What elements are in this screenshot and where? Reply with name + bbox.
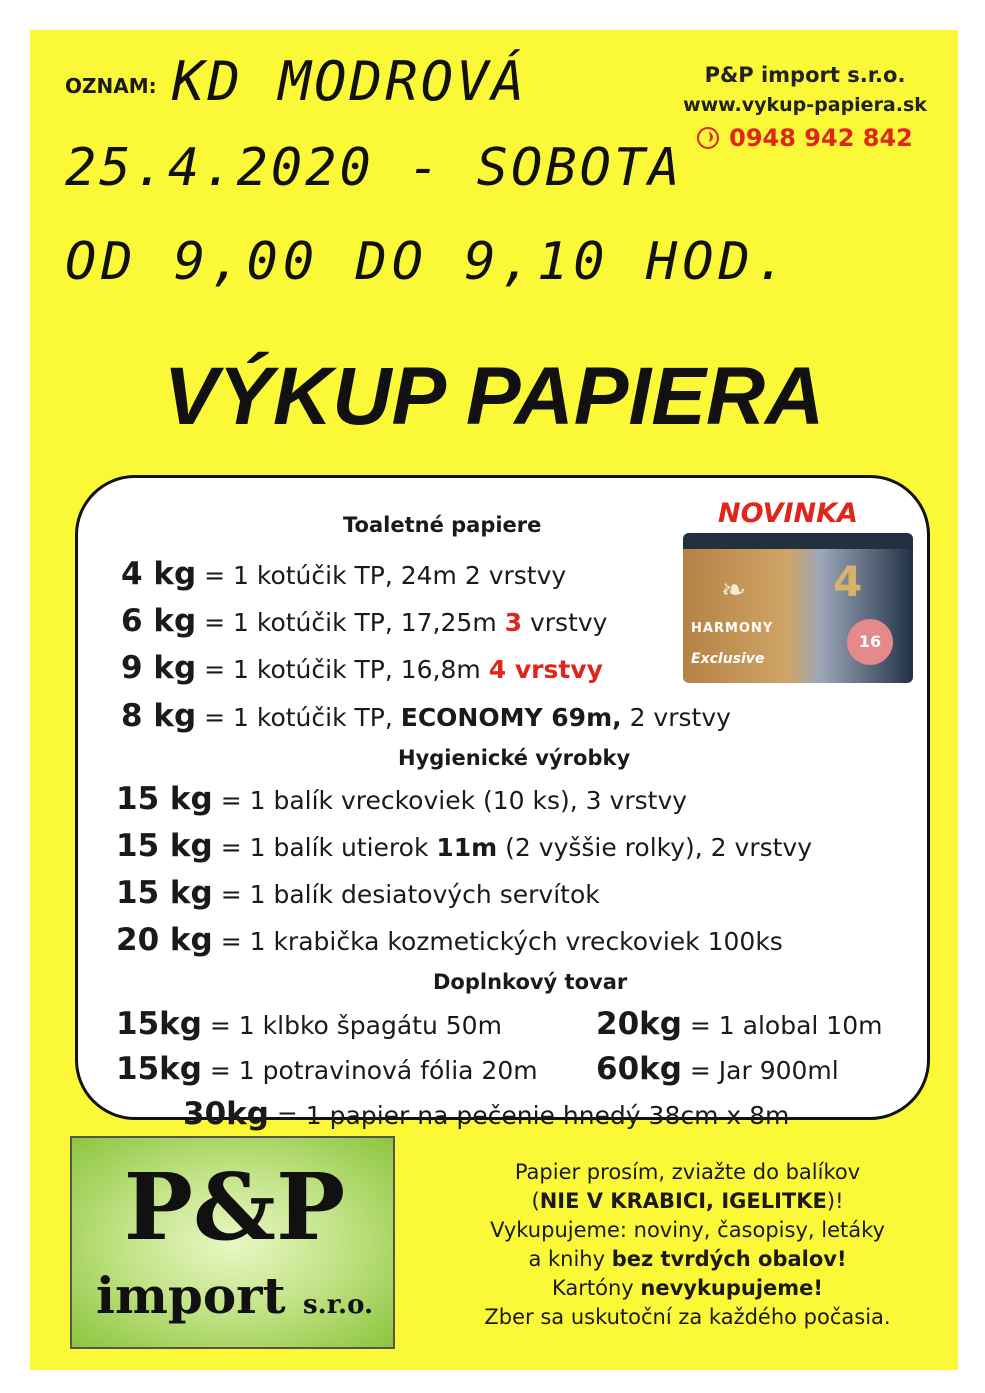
company-logo: [70, 1136, 395, 1349]
oznam-label: OZNAM:: [65, 74, 157, 98]
company-phone: 0948 942 842: [729, 124, 913, 152]
list-item: 20 kg = 1 krabička kozmetických vreckoviek 100ks: [116, 922, 783, 958]
product-brand: HARMONY: [691, 621, 774, 636]
list-item: 30kg = 1 papier na pečenie hnedý 38cm x 8m: [183, 1096, 790, 1132]
handwritten-location: KD MODROVÁ: [172, 50, 528, 113]
headline: VÝKUP PAPIERA: [163, 351, 825, 442]
list-item: 15 kg = 1 balík vreckoviek (10 ks), 3 vrstvy: [116, 781, 688, 817]
list-item: 15 kg = 1 balík utierok 11m (2 vyššie rolky), 2 vrstvy: [116, 828, 813, 864]
section-toilet-paper: Toaletné papiere: [343, 513, 542, 537]
handwritten-date: 25.4.2020 - SOBOTA: [65, 138, 683, 198]
product-band: [683, 533, 913, 549]
collection-notice: [435, 1158, 940, 1332]
notice-line: a knihy bez tvrdých obalov!: [528, 1247, 847, 1271]
list-item: 6 kg = 1 kotúčik TP, 17,25m 3 vrstvy: [121, 603, 608, 639]
price-list-box: [75, 475, 930, 1132]
novinka-label: NOVINKA: [718, 498, 858, 529]
notice-line: Zber sa uskutoční za každého počasia.: [484, 1305, 891, 1329]
notice-line: (NIE V KRABICI, IGELITKE)!: [531, 1189, 844, 1213]
product-image: [683, 533, 913, 683]
list-item: 4 kg = 1 kotúčik TP, 24m 2 vrstvy: [121, 556, 567, 592]
list-item: 15kg = 1 potravinová fólia 20m: [116, 1051, 538, 1087]
list-item: 9 kg = 1 kotúčik TP, 16,8m 4 vrstvy: [121, 650, 603, 686]
list-item: 20kg = 1 alobal 10m: [596, 1006, 883, 1042]
poster: [30, 30, 958, 1370]
company-name: P&P import s.r.o.: [704, 63, 906, 87]
list-item: 8 kg = 1 kotúčik TP, ECONOMY 69m, 2 vrstvy: [121, 698, 731, 734]
list-item: 15kg = 1 klbko špagátu 50m: [116, 1006, 502, 1042]
company-contact: [655, 60, 955, 153]
notice-line: Vykupujeme: noviny, časopisy, letáky: [490, 1218, 885, 1242]
list-item: 60kg = Jar 900ml: [596, 1051, 839, 1087]
company-website: www.vykup-papiera.sk: [683, 94, 927, 116]
list-item: 15 kg = 1 balík desiatových servítok: [116, 875, 600, 911]
product-variant: Exclusive: [691, 651, 765, 667]
phone-icon: [697, 127, 719, 149]
logo-sub: import s.r.o.: [95, 1266, 374, 1325]
swan-icon: ❧: [721, 573, 747, 608]
handwritten-time: OD 9,00 DO 9,10 HOD.: [65, 232, 792, 292]
notice-line: Kartóny nevykupujeme!: [551, 1276, 824, 1300]
notice-line: Papier prosím, zviažte do balíkov: [514, 1160, 861, 1184]
company-phone-row: [655, 123, 955, 153]
section-hygiene: Hygienické výrobky: [398, 746, 631, 770]
logo-main: P&P: [123, 1153, 346, 1261]
product-layers: 4: [833, 557, 863, 606]
product-badge: 16: [847, 619, 893, 665]
section-extra: Doplnkový tovar: [433, 970, 628, 994]
